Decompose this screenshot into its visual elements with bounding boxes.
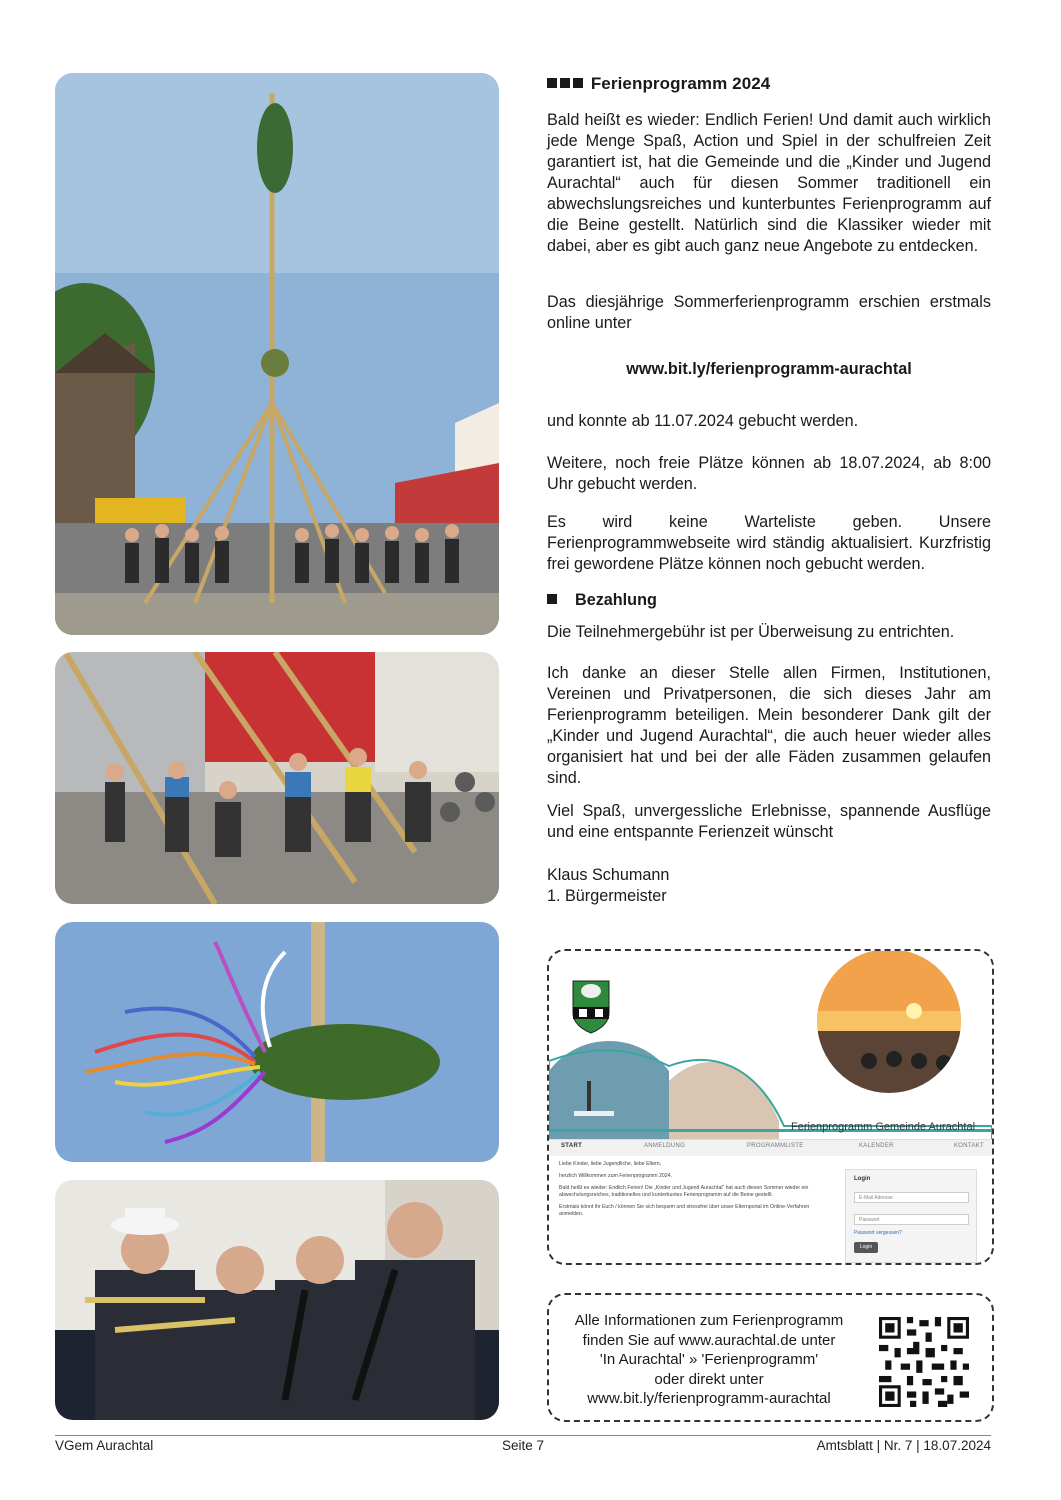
photo-maypole-wreath <box>55 922 499 1162</box>
footer-divider <box>55 1435 991 1436</box>
nav-start[interactable]: START <box>561 1143 583 1149</box>
qr-code-icon[interactable] <box>879 1317 969 1407</box>
login-button[interactable]: Login <box>854 1242 878 1253</box>
welcome-text: Liebe Kinder, liebe Jugendliche, liebe Eltern, herzlich Willkommen zum Ferienprogramm 2024. Bald heißt es wieder: Endlich Ferien! Die „Kinder und Jugend Aurachtal“ hat auch diesen Sommer wieder ein abwechslungsreiches, traditionelles und kunterbuntes Ferienprogramm auf die Beine gestellt. Erstmals könnt ihr Euch / können Sie sich bequem und stressfrei über unser Elternportal im Online-Verfahren anmelden. <box>559 1161 810 1217</box>
info-link[interactable]: www.bit.ly/ferienprogramm-aurachtal <box>587 1390 831 1407</box>
nav-kalender[interactable]: KALENDER <box>859 1143 894 1149</box>
info-box <box>547 1293 994 1422</box>
password-field[interactable]: Passwort <box>854 1214 969 1225</box>
thanks-paragraph: Ich danke an dieser Stelle allen Firmen, Institutionen, Vereinen und Privatpersonen, die sich dieses Jahr am Ferienprogramm beteiligen. Mein besonderer Dank gilt der „Kinder und Jugend Aurachtal“, die auch heuer wieder alles organisiert hat und bei der alle Fäden zusammen gelaufen sind. <box>547 664 991 787</box>
booking-paragraph: und konnte ab 11.07.2024 gebucht werden. <box>547 412 859 430</box>
nav-kontakt[interactable]: KONTAKT <box>954 1143 984 1149</box>
login-title: Login <box>854 1176 871 1182</box>
waitlist-paragraph: Es wird keine Warteliste geben. Unsere Ferienprogrammwebseite wird ständig aktualisiert. Kurzfristig frei gewordene Plätze können noch gebucht werden. <box>547 513 991 573</box>
email-field[interactable]: E-Mail Adresse <box>854 1192 969 1203</box>
footer-page-number: Seite 7 <box>502 1438 545 1453</box>
square-bullet-icon <box>547 594 557 604</box>
nav-programmliste[interactable]: PROGRAMMLISTE <box>747 1143 804 1149</box>
square-bullet-icon <box>560 78 570 88</box>
forgot-password-link[interactable]: Passwort vergessen? <box>854 1230 902 1236</box>
square-bullet-icon <box>573 78 583 88</box>
photo-brass-band <box>55 1180 499 1420</box>
info-text: Alle Informationen zum Ferienprogramm finden Sie auf www.aurachtal.de unter 'In Aurachtal' » 'Ferienprogramm' oder direkt unter www.bit.ly/ferienprogramm-aurachtal <box>559 1311 859 1409</box>
wishes-paragraph: Viel Spaß, unvergessliche Erlebnisse, spannende Ausflüge und eine entspannte Ferienzeit wünscht <box>547 802 991 841</box>
photo-maypole-raising <box>55 73 499 635</box>
online-paragraph: Das diesjährige Sommerferienprogramm erschien erstmals online unter <box>547 293 991 332</box>
payment-heading: Bezahlung <box>547 591 657 610</box>
photo-men-pushing-poles <box>55 652 499 904</box>
footer-right: Amtsblatt | Nr. 7 | 18.07.2024 <box>816 1438 991 1453</box>
website-screenshot <box>547 949 994 1265</box>
square-bullet-icon <box>547 78 557 88</box>
payment-paragraph: Die Teilnehmergebühr ist per Überweisung zu entrichten. <box>547 623 955 641</box>
article-heading <box>547 74 770 94</box>
article-title: Ferienprogramm 2024 <box>590 74 771 93</box>
program-link[interactable]: www.bit.ly/ferienprogramm-aurachtal <box>626 360 912 378</box>
nav-anmeldung[interactable]: ANMELDUNG <box>644 1143 686 1149</box>
footer-left: VGem Aurachtal <box>55 1438 154 1453</box>
site-title: Ferienprogramm Gemeinde Aurachtal <box>791 1121 976 1133</box>
site-nav <box>549 1139 992 1156</box>
login-panel <box>845 1169 977 1263</box>
signature-title: 1. Bürgermeister <box>547 887 667 905</box>
signature-name: Klaus Schumann <box>547 866 670 884</box>
free-places-paragraph: Weitere, noch freie Plätze können ab 18.07.2024, ab 8:00 Uhr gebucht werden. <box>547 454 991 493</box>
intro-paragraph: Bald heißt es wieder: Endlich Ferien! Und damit auch wirklich jede Menge Spaß, Action und Spiel in der schulfreien Zeit garantiert ist, hat die Gemeinde und die „Kinder und Jugend Aurachtal“ auch für diesen Sommer traditionell ein abwechslungsreiches und kunterbuntes Ferienprogramm auf die Beine gestellt. Natürlich sind die Klassiker wieder mit dabei, aber es gibt auch ganz neue Angebote zu entdecken. <box>547 111 991 255</box>
